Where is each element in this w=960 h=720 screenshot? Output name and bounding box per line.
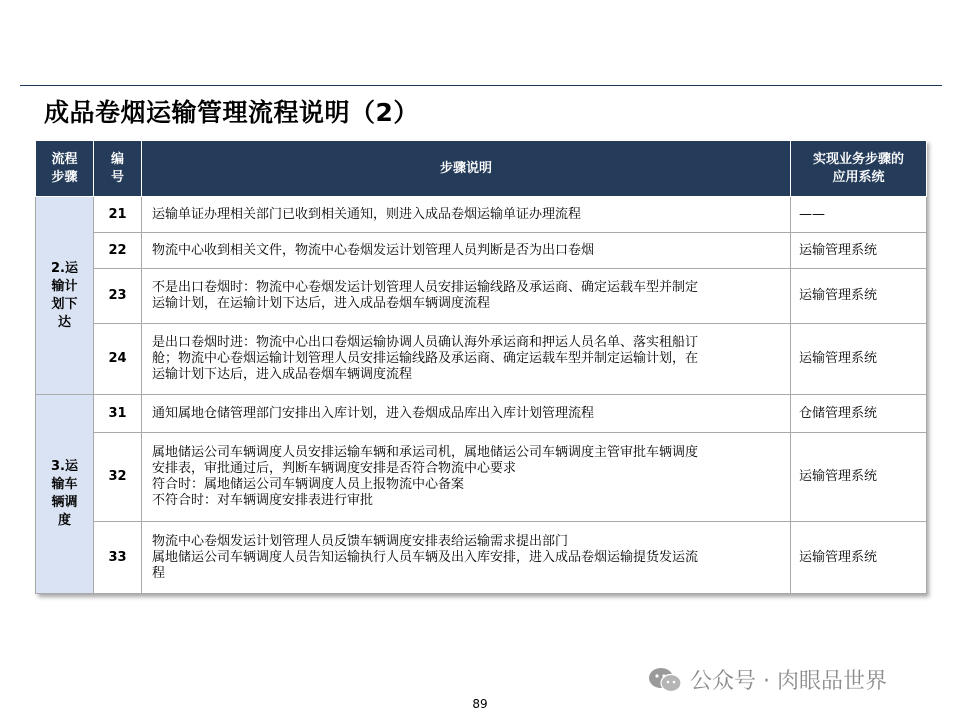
description-line: 通知属地仓储管理部门安排出入库计划，进入卷烟成品库出入库计划管理流程 bbox=[152, 405, 595, 421]
application-system: 运输管理系统 bbox=[791, 324, 927, 395]
step-description bbox=[142, 433, 791, 522]
wechat-icon bbox=[648, 667, 682, 693]
application-system: 仓储管理系统 bbox=[791, 395, 927, 433]
table-row bbox=[36, 269, 927, 324]
description-line: 符合时：属地储运公司车辆调度人员上报物流中心备案 bbox=[152, 477, 465, 492]
table-row bbox=[36, 324, 927, 395]
description-line: 物流中心卷烟发运计划管理人员反馈车辆调度安排表给运输需求提出部门 bbox=[152, 533, 569, 549]
step-number: 33 bbox=[94, 522, 142, 594]
step-description bbox=[142, 269, 791, 324]
header-step: 流程 步骤 bbox=[36, 141, 94, 197]
table-row bbox=[36, 433, 927, 522]
table-row bbox=[36, 197, 927, 233]
top-divider bbox=[20, 85, 942, 86]
description-line: 运输计划下达后，进入成品卷烟车辆调度流程 bbox=[152, 367, 413, 382]
step-description bbox=[142, 522, 791, 594]
table-row bbox=[36, 233, 927, 269]
page-title: 成品卷烟运输管理流程说明（2） bbox=[44, 98, 419, 127]
description-line: 属地储运公司车辆调度人员告知运输执行人员车辆及出入库安排，进入成品卷烟运输提货发运流 bbox=[152, 549, 699, 565]
description-line: 不是出口卷烟时：物流中心卷烟发运计划管理人员安排运输线路及承运商、确定运载车型并制定 bbox=[152, 280, 699, 295]
step-number: 22 bbox=[94, 233, 142, 269]
application-system: 运输管理系统 bbox=[791, 522, 927, 594]
description-line: 物流中心收到相关文件，物流中心卷烟发运计划管理人员判断是否为出口卷烟 bbox=[152, 242, 595, 258]
application-system: 运输管理系统 bbox=[791, 233, 927, 269]
step-number: 23 bbox=[94, 269, 142, 324]
step-description bbox=[142, 324, 791, 395]
description-line: 程 bbox=[152, 565, 166, 581]
watermark-text: 公众号 · 肉眼品世界 bbox=[690, 669, 887, 694]
step-group-label: 3.运输车辆调度 bbox=[36, 395, 94, 594]
step-description bbox=[142, 197, 791, 233]
step-description bbox=[142, 395, 791, 433]
description-line: 是出口卷烟时进：物流中心出口卷烟运输协调人员确认海外承运商和押运人员名单、落实租船订 bbox=[152, 335, 699, 350]
page-number: 89 bbox=[472, 697, 488, 711]
header-system: 实现业务步骤的 应用系统 bbox=[791, 141, 927, 197]
description-line: 运输计划，在运输计划下达后，进入成品卷烟车辆调度流程 bbox=[152, 296, 491, 311]
header-description: 步骤说明 bbox=[142, 141, 791, 197]
application-system: 运输管理系统 bbox=[791, 433, 927, 522]
step-number: 32 bbox=[94, 433, 142, 522]
description-line: 安排表，审批通过后，判断车辆调度安排是否符合物流中心要求 bbox=[152, 461, 517, 476]
step-group-label: 2.运输计划下达 bbox=[36, 197, 94, 395]
description-line: 运输单证办理相关部门已收到相关通知，则进入成品卷烟运输单证办理流程 bbox=[152, 206, 582, 222]
table-header-row bbox=[36, 141, 927, 197]
step-number: 21 bbox=[94, 197, 142, 233]
process-table-container bbox=[35, 140, 926, 594]
description-line: 属地储运公司车辆调度人员安排运输车辆和承运司机，属地储运公司车辆调度主管审批车辆调度 bbox=[152, 445, 699, 460]
application-system: 运输管理系统 bbox=[791, 269, 927, 324]
description-line: 不符合时：对车辆调度安排表进行审批 bbox=[152, 493, 374, 508]
description-line: 舱；物流中心卷烟运输计划管理人员安排运输线路及承运商、确定运载车型并制定运输计划，在 bbox=[152, 351, 699, 366]
step-number: 31 bbox=[94, 395, 142, 433]
table-row bbox=[36, 395, 927, 433]
table-row bbox=[36, 522, 927, 594]
table-body bbox=[36, 197, 927, 594]
watermark bbox=[648, 664, 887, 695]
application-system: —— bbox=[791, 197, 927, 233]
process-table bbox=[35, 140, 927, 594]
header-number: 编 号 bbox=[94, 141, 142, 197]
step-number: 24 bbox=[94, 324, 142, 395]
step-description bbox=[142, 233, 791, 269]
